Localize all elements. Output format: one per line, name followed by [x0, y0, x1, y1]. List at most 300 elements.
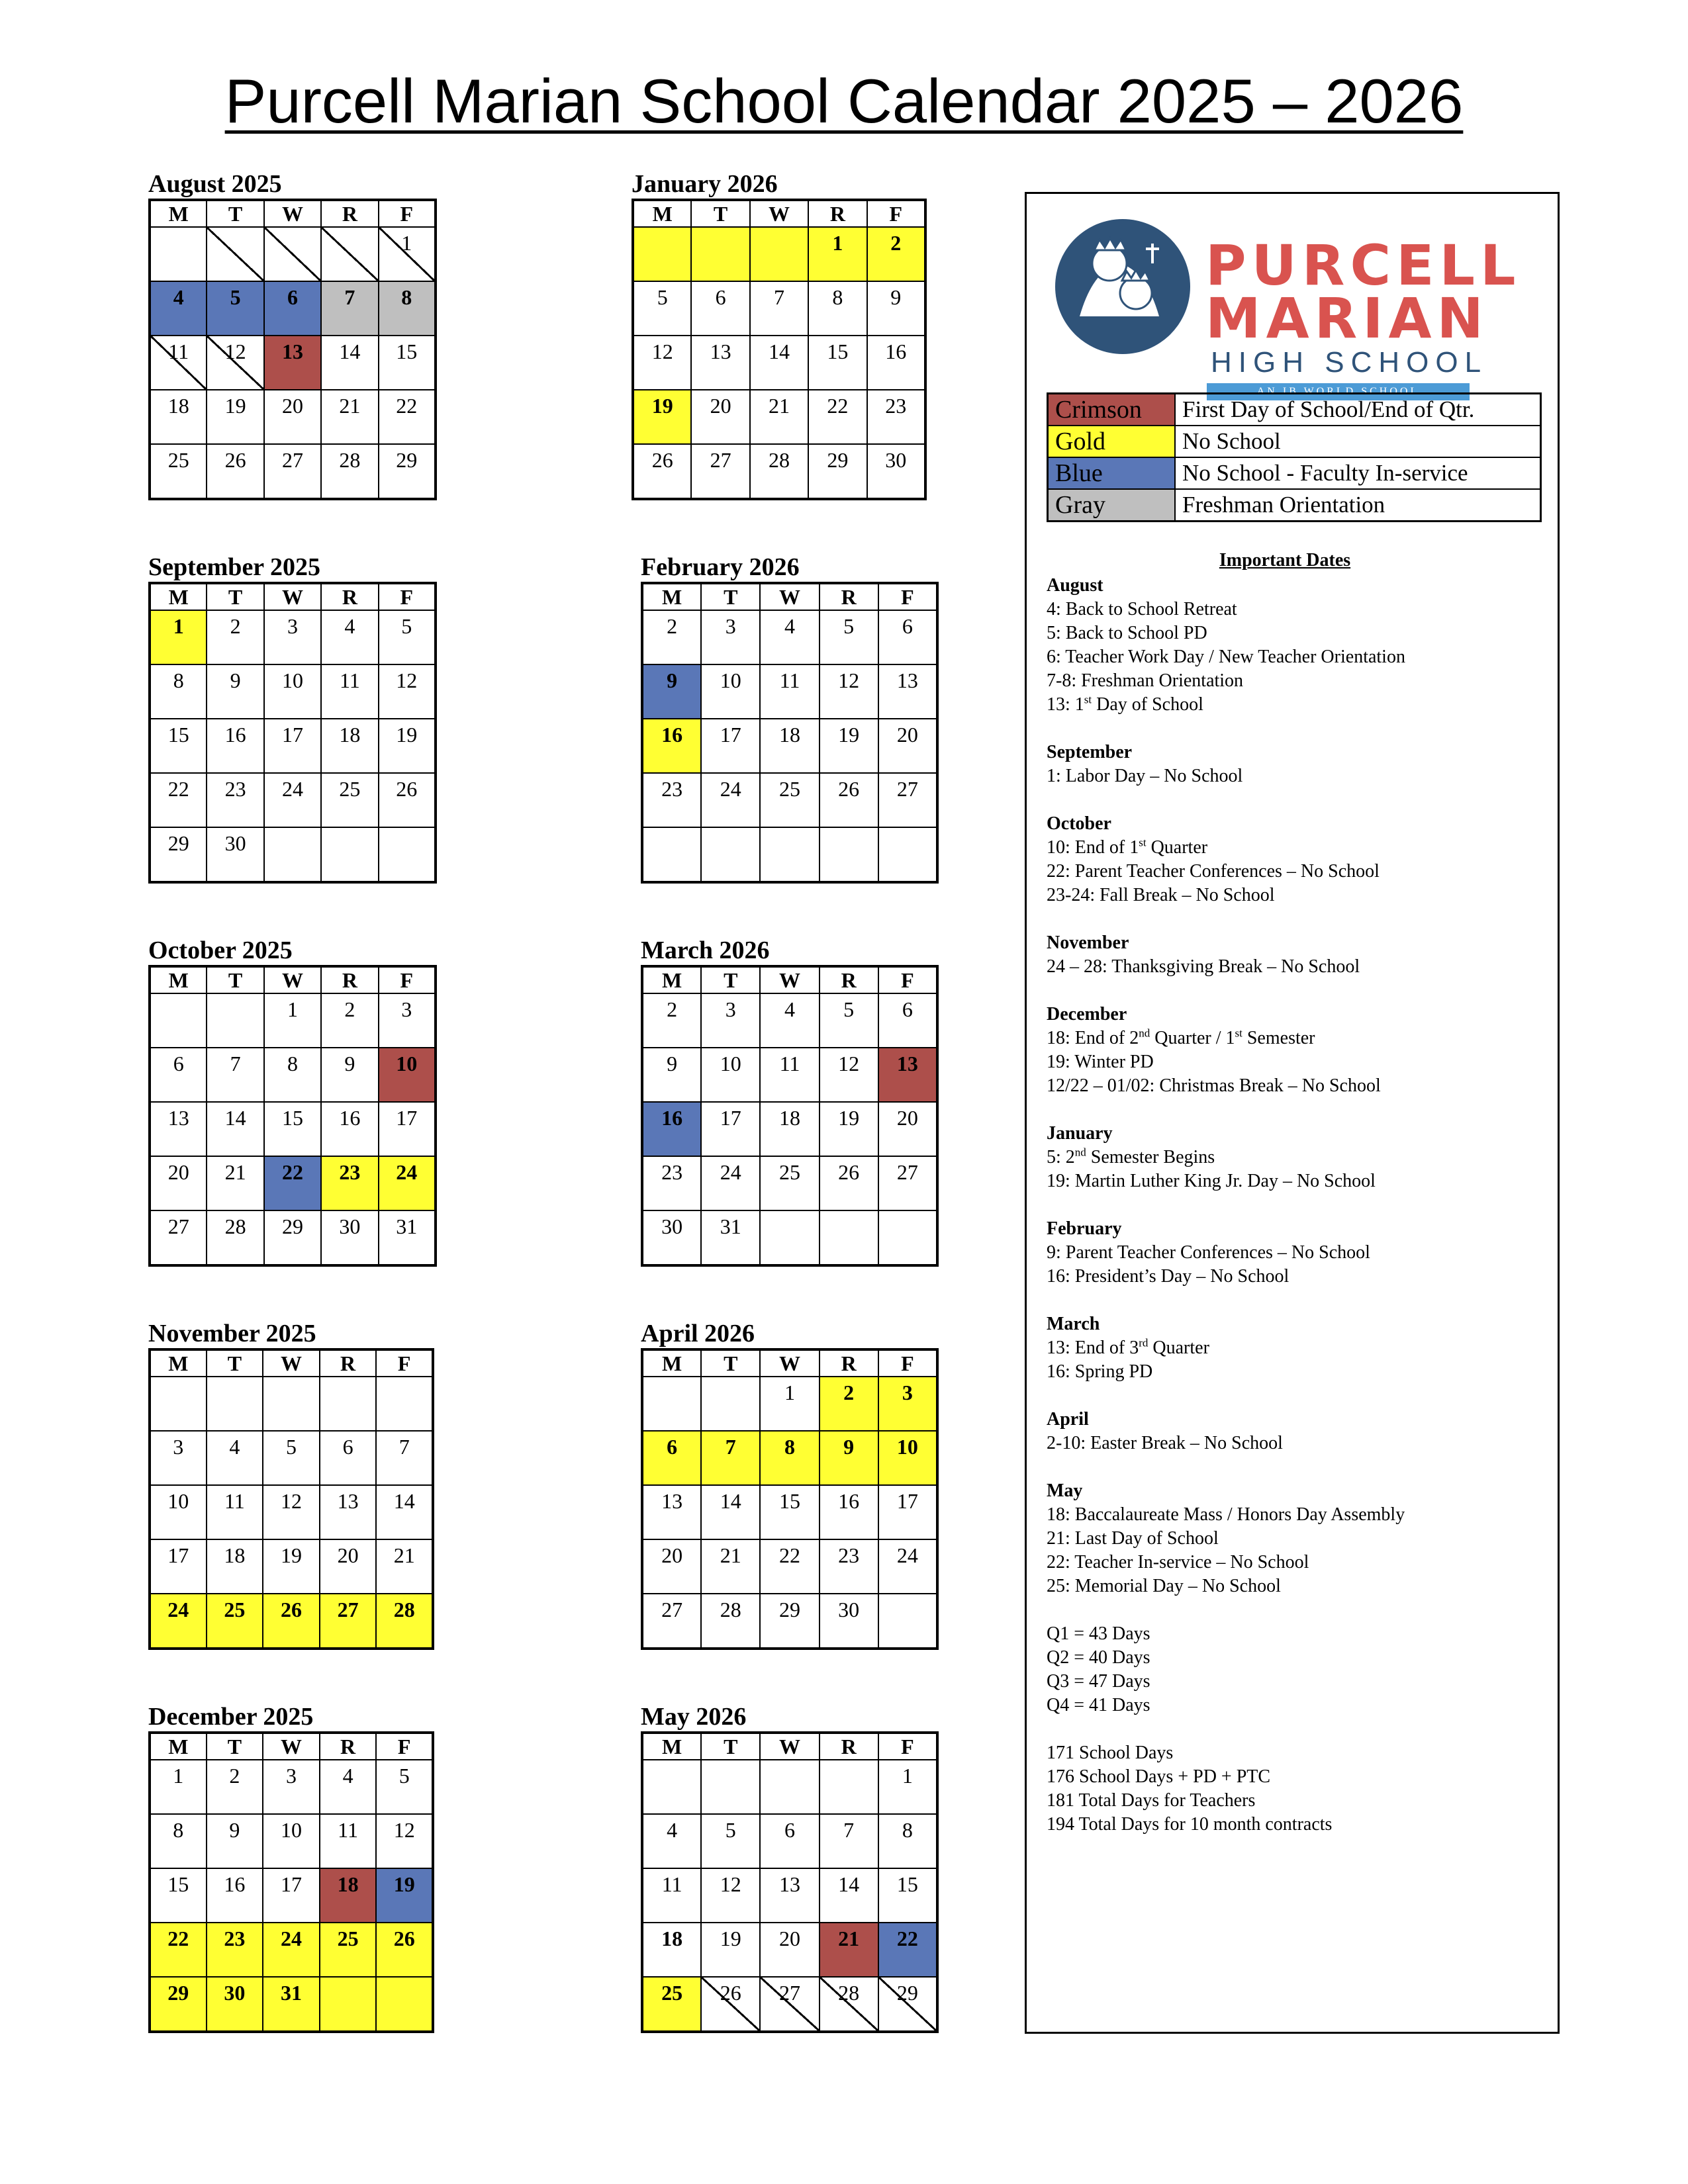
day-cell: 2 — [820, 1377, 878, 1431]
day-cell: 3 — [878, 1377, 937, 1431]
date-line: 22: Parent Teacher Conferences – No School — [1047, 861, 1380, 882]
month-calendar — [148, 1319, 434, 1650]
day-cell: 4 — [320, 1760, 377, 1814]
day-cell: 15 — [878, 1868, 937, 1923]
month-calendar — [148, 169, 437, 500]
day-cell: 16 — [321, 1102, 378, 1156]
date-group — [1047, 1408, 1536, 1455]
day-cell: 18 — [320, 1868, 377, 1923]
day-cell: 19 — [263, 1539, 320, 1594]
day-cell: 11 — [642, 1868, 701, 1923]
date-group-name: December — [1047, 1004, 1127, 1024]
day-cell: 6 — [150, 1048, 207, 1102]
day-cell: 10 — [379, 1048, 436, 1102]
day-cell — [750, 227, 808, 281]
day-header: W — [760, 1733, 819, 1760]
day-header: W — [263, 1733, 320, 1760]
day-cell: 23 — [642, 1156, 701, 1210]
day-cell: 30 — [642, 1210, 701, 1265]
date-group-name: August — [1047, 575, 1103, 596]
day-cell: 24 — [701, 1156, 760, 1210]
day-header: T — [691, 200, 749, 227]
day-cell: 13 — [691, 336, 749, 390]
day-cell: 4 — [760, 993, 819, 1048]
day-cell: 15 — [379, 336, 436, 390]
day-cell: 8 — [878, 1814, 937, 1868]
day-cell: 10 — [263, 1814, 320, 1868]
day-cell — [263, 1377, 320, 1431]
day-cell — [878, 1210, 937, 1265]
date-line: 176 School Days + PD + PTC — [1047, 1766, 1271, 1787]
day-cell — [150, 227, 207, 281]
day-cell: 22 — [264, 1156, 321, 1210]
day-cell — [379, 827, 436, 882]
day-cell: 9 — [207, 664, 263, 719]
date-line: 7-8: Freshman Orientation — [1047, 670, 1244, 691]
day-cell: 1 — [150, 610, 207, 664]
day-cell: 11 — [320, 1814, 377, 1868]
day-cell: 8 — [150, 1814, 207, 1868]
month-name: February 2026 — [641, 553, 800, 581]
day-cell — [878, 827, 937, 882]
day-cell: 5 — [379, 610, 436, 664]
day-cell: 29 — [878, 1977, 937, 2032]
day-cell: 1 — [878, 1760, 937, 1814]
month-name: August 2025 — [148, 170, 282, 198]
day-cell: 11 — [150, 336, 207, 390]
day-cell: 30 — [207, 827, 263, 882]
day-cell: 9 — [207, 1814, 263, 1868]
day-cell: 26 — [820, 1156, 878, 1210]
day-cell: 28 — [207, 1210, 263, 1265]
date-line: 5: 2nd Semester Begins — [1047, 1146, 1215, 1167]
day-cell: 12 — [820, 664, 878, 719]
day-cell: 10 — [701, 1048, 760, 1102]
day-cell: 12 — [379, 664, 436, 719]
date-line: 12/22 – 01/02: Christmas Break – No School — [1047, 1075, 1381, 1096]
page-title-text: Purcell Marian School Calendar 2025 – 2026 — [224, 66, 1464, 136]
day-cell: 3 — [263, 1760, 320, 1814]
day-cell: 1 — [264, 993, 321, 1048]
day-cell — [642, 827, 701, 882]
legend-meaning: No School — [1175, 426, 1541, 457]
day-cell: 17 — [264, 719, 321, 773]
legend-row — [1048, 457, 1541, 489]
day-header: M — [633, 200, 691, 227]
day-cell: 5 — [701, 1814, 760, 1868]
day-cell: 16 — [207, 1868, 263, 1923]
day-header: W — [760, 1349, 819, 1377]
day-cell: 25 — [642, 1977, 701, 2032]
month-grid — [148, 199, 437, 500]
month-grid — [148, 1348, 434, 1650]
day-cell: 14 — [701, 1485, 760, 1539]
day-header: R — [820, 583, 878, 610]
day-cell: 15 — [150, 1868, 207, 1923]
month-calendar — [632, 169, 927, 500]
day-header: T — [701, 583, 760, 610]
day-cell — [820, 827, 878, 882]
date-group — [1047, 1122, 1536, 1193]
date-group-name: September — [1047, 742, 1133, 762]
day-cell: 29 — [150, 827, 207, 882]
day-cell: 8 — [760, 1431, 819, 1485]
date-line: 19: Winter PD — [1047, 1052, 1154, 1072]
day-cell: 17 — [150, 1539, 207, 1594]
day-cell: 2 — [642, 610, 701, 664]
day-cell: 21 — [701, 1539, 760, 1594]
date-group-name: February — [1047, 1218, 1122, 1239]
month-calendar — [641, 553, 939, 884]
day-cell: 6 — [878, 610, 937, 664]
day-cell: 18 — [760, 1102, 819, 1156]
date-group — [1047, 1217, 1536, 1289]
date-line: 5: Back to School PD — [1047, 623, 1207, 643]
day-cell: 21 — [321, 390, 378, 444]
day-header: W — [263, 1349, 320, 1377]
day-header: T — [701, 1733, 760, 1760]
day-cell: 20 — [691, 390, 749, 444]
day-cell: 30 — [207, 1977, 263, 2032]
day-cell: 19 — [207, 390, 263, 444]
date-group — [1047, 1003, 1536, 1098]
day-cell: 10 — [878, 1431, 937, 1485]
day-header: M — [150, 1733, 207, 1760]
date-line: 13: 1st Day of School — [1047, 693, 1203, 715]
day-cell: 27 — [760, 1977, 819, 2032]
day-cell — [820, 1760, 878, 1814]
day-cell: 27 — [878, 1156, 937, 1210]
day-cell: 6 — [691, 281, 749, 336]
day-cell: 16 — [642, 719, 701, 773]
day-cell: 23 — [207, 1923, 263, 1977]
day-cell — [376, 1977, 433, 2032]
day-cell: 20 — [878, 1102, 937, 1156]
day-header: F — [878, 966, 937, 993]
date-group — [1047, 1622, 1536, 1717]
date-line: 23-24: Fall Break – No School — [1047, 885, 1275, 905]
day-cell: 24 — [264, 773, 321, 827]
day-cell: 20 — [878, 719, 937, 773]
day-cell: 14 — [321, 336, 378, 390]
date-line: 18: Baccalaureate Mass / Honors Day Assembly — [1047, 1504, 1405, 1525]
day-cell: 21 — [207, 1156, 263, 1210]
date-group-name: April — [1047, 1409, 1089, 1430]
day-cell: 30 — [820, 1594, 878, 1649]
day-cell: 26 — [263, 1594, 320, 1649]
day-cell — [691, 227, 749, 281]
day-header: F — [379, 200, 436, 227]
day-cell — [701, 827, 760, 882]
month-calendar — [148, 553, 437, 884]
date-group — [1047, 574, 1536, 717]
page-title — [0, 65, 1688, 138]
day-header: T — [207, 200, 263, 227]
date-line: 10: End of 1st Quarter — [1047, 836, 1208, 858]
day-cell: 21 — [376, 1539, 433, 1594]
day-cell: 18 — [760, 719, 819, 773]
day-cell: 3 — [264, 610, 321, 664]
day-header: R — [820, 966, 878, 993]
day-cell: 25 — [760, 773, 819, 827]
day-cell: 9 — [642, 1048, 701, 1102]
day-cell: 24 — [379, 1156, 436, 1210]
month-grid — [641, 965, 939, 1267]
day-cell: 28 — [701, 1594, 760, 1649]
date-line: Q1 = 43 Days — [1047, 1623, 1150, 1644]
day-cell: 27 — [691, 444, 749, 499]
day-header: F — [878, 1733, 937, 1760]
day-cell: 7 — [207, 1048, 263, 1102]
day-header: T — [207, 1733, 263, 1760]
day-cell — [264, 827, 321, 882]
day-cell: 7 — [376, 1431, 433, 1485]
day-cell: 14 — [376, 1485, 433, 1539]
month-calendar — [641, 936, 939, 1267]
day-cell: 13 — [320, 1485, 377, 1539]
day-header: W — [760, 583, 819, 610]
date-line: 1: Labor Day – No School — [1047, 766, 1243, 786]
month-grid — [148, 582, 437, 884]
day-cell: 9 — [867, 281, 925, 336]
legend-row — [1048, 394, 1541, 426]
day-cell: 5 — [820, 993, 878, 1048]
day-header: T — [701, 966, 760, 993]
day-header: R — [820, 1349, 878, 1377]
day-cell — [320, 1977, 377, 2032]
day-cell — [320, 1377, 377, 1431]
day-header: M — [150, 966, 207, 993]
day-header: M — [642, 966, 701, 993]
day-cell — [760, 1760, 819, 1814]
day-cell: 7 — [750, 281, 808, 336]
month-grid — [641, 582, 939, 884]
logo-line-3: HIGH SCHOOL — [1211, 346, 1488, 379]
day-cell: 29 — [808, 444, 867, 499]
day-cell: 22 — [379, 390, 436, 444]
legend-color: Gray — [1048, 489, 1176, 522]
day-cell: 18 — [207, 1539, 263, 1594]
day-cell: 13 — [642, 1485, 701, 1539]
month-name: April 2026 — [641, 1320, 755, 1347]
day-header: F — [376, 1733, 433, 1760]
date-line: 22: Teacher In-service – No School — [1047, 1552, 1309, 1572]
day-cell: 15 — [760, 1485, 819, 1539]
date-group-name: January — [1047, 1123, 1113, 1144]
day-header: R — [321, 966, 378, 993]
day-cell: 25 — [320, 1923, 377, 1977]
month-calendar — [148, 1702, 434, 2033]
month-name: November 2025 — [148, 1320, 316, 1347]
legend-meaning: Freshman Orientation — [1175, 489, 1541, 522]
legend-color: Blue — [1048, 457, 1176, 489]
day-cell: 3 — [701, 610, 760, 664]
day-cell: 19 — [701, 1923, 760, 1977]
day-cell — [633, 227, 691, 281]
day-cell — [376, 1377, 433, 1431]
date-line: 181 Total Days for Teachers — [1047, 1790, 1256, 1811]
day-cell: 27 — [878, 773, 937, 827]
day-cell: 8 — [808, 281, 867, 336]
day-cell: 20 — [150, 1156, 207, 1210]
day-header: R — [820, 1733, 878, 1760]
day-cell: 28 — [750, 444, 808, 499]
day-cell: 2 — [321, 993, 378, 1048]
day-header: T — [207, 966, 263, 993]
day-cell: 5 — [263, 1431, 320, 1485]
day-header: R — [808, 200, 867, 227]
day-cell: 12 — [207, 336, 263, 390]
day-cell: 24 — [878, 1539, 937, 1594]
day-cell: 10 — [150, 1485, 207, 1539]
day-header: T — [207, 1349, 263, 1377]
day-cell: 16 — [820, 1485, 878, 1539]
date-group — [1047, 741, 1536, 788]
day-cell: 30 — [867, 444, 925, 499]
day-cell: 28 — [376, 1594, 433, 1649]
day-cell: 20 — [760, 1923, 819, 1977]
day-cell: 11 — [321, 664, 378, 719]
day-cell — [207, 1377, 263, 1431]
day-cell: 1 — [379, 227, 436, 281]
day-cell: 6 — [320, 1431, 377, 1485]
day-cell: 18 — [321, 719, 378, 773]
day-cell: 26 — [379, 773, 436, 827]
day-cell: 29 — [264, 1210, 321, 1265]
important-dates — [1047, 549, 1536, 1860]
month-name: March 2026 — [641, 936, 770, 964]
month-name: January 2026 — [632, 170, 778, 198]
month-name: December 2025 — [148, 1703, 314, 1731]
date-group-name: May — [1047, 1480, 1083, 1501]
month-calendar — [148, 936, 437, 1267]
day-cell: 12 — [376, 1814, 433, 1868]
day-cell: 12 — [701, 1868, 760, 1923]
day-cell: 4 — [207, 1431, 263, 1485]
day-cell: 19 — [820, 719, 878, 773]
day-cell: 2 — [207, 610, 263, 664]
day-cell: 19 — [633, 390, 691, 444]
date-line: 18: End of 2nd Quarter / 1st Semester — [1047, 1026, 1315, 1048]
date-line: 194 Total Days for 10 month contracts — [1047, 1814, 1333, 1835]
date-line: 9: Parent Teacher Conferences – No School — [1047, 1242, 1370, 1263]
crest-icon — [1053, 217, 1192, 356]
date-line: 24 – 28: Thanksgiving Break – No School — [1047, 956, 1360, 977]
date-group — [1047, 1479, 1536, 1598]
day-cell: 5 — [207, 281, 263, 336]
day-cell: 29 — [760, 1594, 819, 1649]
legend-row — [1048, 489, 1541, 522]
month-name: September 2025 — [148, 553, 320, 581]
day-cell — [701, 1760, 760, 1814]
day-cell: 23 — [321, 1156, 378, 1210]
day-cell: 13 — [878, 1048, 937, 1102]
day-cell: 26 — [207, 444, 263, 499]
day-cell: 7 — [701, 1431, 760, 1485]
day-cell: 3 — [701, 993, 760, 1048]
day-cell: 12 — [633, 336, 691, 390]
day-cell: 28 — [820, 1977, 878, 2032]
day-cell: 15 — [150, 719, 207, 773]
day-cell — [321, 227, 378, 281]
day-header: R — [321, 583, 378, 610]
day-header: F — [878, 1349, 937, 1377]
day-header: R — [320, 1733, 377, 1760]
day-cell: 22 — [760, 1539, 819, 1594]
day-cell: 17 — [263, 1868, 320, 1923]
day-cell: 7 — [321, 281, 378, 336]
day-cell: 4 — [642, 1814, 701, 1868]
day-cell: 1 — [808, 227, 867, 281]
day-header: M — [150, 583, 207, 610]
day-cell: 23 — [642, 773, 701, 827]
day-cell — [207, 227, 263, 281]
day-cell: 23 — [207, 773, 263, 827]
day-header: M — [150, 200, 207, 227]
day-header: F — [878, 583, 937, 610]
day-cell: 14 — [207, 1102, 263, 1156]
day-cell: 13 — [150, 1102, 207, 1156]
day-cell: 25 — [321, 773, 378, 827]
day-cell: 6 — [264, 281, 321, 336]
day-header: F — [867, 200, 925, 227]
day-cell: 4 — [321, 610, 378, 664]
day-cell: 13 — [878, 664, 937, 719]
day-cell: 16 — [642, 1102, 701, 1156]
legend-meaning: First Day of School/End of Qtr. — [1175, 394, 1541, 426]
day-cell: 28 — [321, 444, 378, 499]
info-panel — [1025, 192, 1560, 2034]
day-cell: 22 — [808, 390, 867, 444]
day-header: W — [264, 583, 321, 610]
month-grid — [148, 1731, 434, 2033]
day-cell: 13 — [264, 336, 321, 390]
day-cell: 27 — [150, 1210, 207, 1265]
day-cell — [207, 993, 263, 1048]
day-cell: 2 — [642, 993, 701, 1048]
day-cell — [642, 1760, 701, 1814]
day-header: W — [760, 966, 819, 993]
day-cell: 5 — [820, 610, 878, 664]
day-cell: 21 — [820, 1923, 878, 1977]
day-cell: 14 — [820, 1868, 878, 1923]
day-cell: 11 — [207, 1485, 263, 1539]
day-cell: 9 — [642, 664, 701, 719]
day-cell: 29 — [150, 1977, 207, 2032]
day-header: T — [701, 1349, 760, 1377]
day-cell: 24 — [701, 773, 760, 827]
day-cell: 31 — [379, 1210, 436, 1265]
date-group — [1047, 1312, 1536, 1384]
date-line: 4: Back to School Retreat — [1047, 599, 1237, 619]
day-header: M — [150, 1349, 207, 1377]
day-cell: 26 — [701, 1977, 760, 2032]
day-cell: 24 — [150, 1594, 207, 1649]
day-cell: 17 — [878, 1485, 937, 1539]
day-cell: 25 — [207, 1594, 263, 1649]
day-cell: 6 — [760, 1814, 819, 1868]
school-logo — [1053, 217, 1530, 396]
date-group-name: October — [1047, 813, 1111, 834]
day-header: M — [642, 1349, 701, 1377]
day-header: W — [264, 200, 321, 227]
day-cell: 6 — [878, 993, 937, 1048]
day-cell — [264, 227, 321, 281]
day-cell — [642, 1377, 701, 1431]
day-cell: 2 — [867, 227, 925, 281]
logo-tagline: AN IB WORLD SCHOOL — [1207, 383, 1470, 400]
day-cell: 6 — [642, 1431, 701, 1485]
